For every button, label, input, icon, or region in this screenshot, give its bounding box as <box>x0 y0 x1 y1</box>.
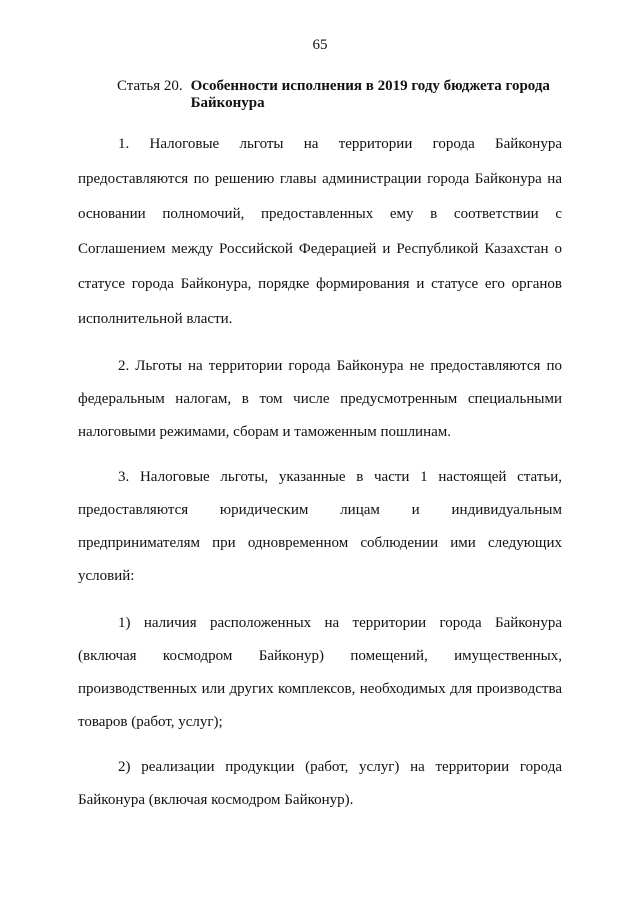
paragraph-2: 2. Льготы на территории города Байконура не предоставляются по федеральным налогам, в том числе предусмотренным специальными налоговыми режимами, сборам и таможенным пошлинам. <box>78 358 562 440</box>
page-number: 65 <box>312 37 328 53</box>
paragraph-1: 1. Налоговые льготы на территории города Байконура предоставляются по решению главы администрации города Байконура на основании полномочий, предоставленных ему в соответствии с Соглашением между Российской Федерацией и Республикой Казахстан о статусе города Байконура, порядке формирования и статусе его органов исполнительной власти. <box>78 136 562 327</box>
paragraph-3: 3. Налоговые льготы, указанные в части 1 настоящей статьи, предоставляются юридическим лицам и индивидуальным предпринимателям при одновременном соблюдении ими следующих условий: <box>78 469 562 584</box>
article-title: Особенности исполнения в 2019 году бюджета города Байконура <box>190 78 550 111</box>
paragraph-5-item-2: 2) реализации продукции (работ, услуг) на территории города Байконура (включая космодром Байконур). <box>78 759 562 808</box>
paragraph-4-item-1: 1) наличия расположенных на территории города Байконура (включая космодром Байконур) помещений, имущественных, производственных или других комплексов, необходимых для производства товаров (работ, услуг); <box>78 615 562 730</box>
article-label: Статья 20. <box>117 78 183 94</box>
article-body <box>78 127 562 817</box>
article-heading <box>117 78 577 112</box>
